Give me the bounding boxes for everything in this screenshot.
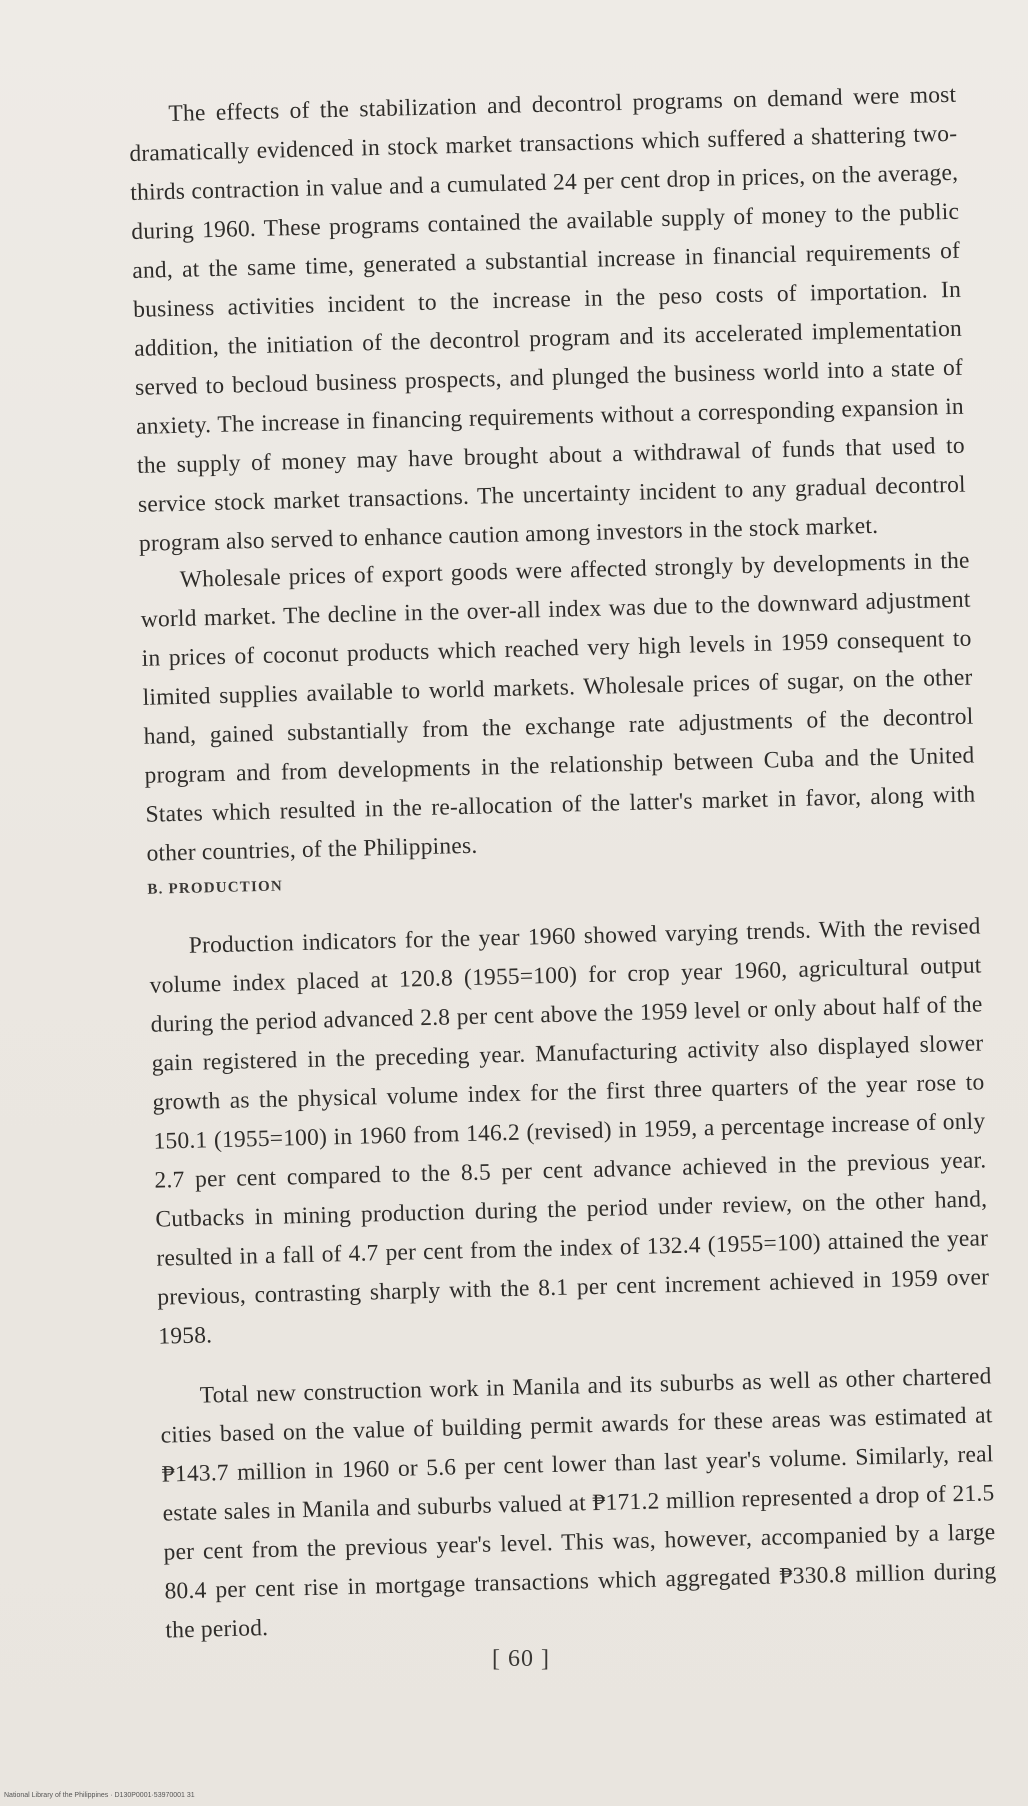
page-number: [ 60 ] bbox=[492, 1646, 550, 1672]
text-body bbox=[128, 76, 997, 1644]
footer-credit: National Library of the Philippines · D130P0001·53970001 31 bbox=[4, 1792, 195, 1799]
section-heading: B. PRODUCTION bbox=[147, 878, 284, 898]
paragraph-construction: Total new construction work in Manila and its suburbs as well as other chartered cities based on the value of building permit awards for these areas was estimated at ₱143.7 million in 1960 or 5.6 per cent lower than last year's volume. Similarly, real estate sales in Manila and suburbs valued at ₱171.2 million represented a drop of 21.5 per cent from the previous year's level. This was, however, accompanied by a large 80.4 per cent rise in mortgage transactions which aggregated ₱330.8 million during the period. bbox=[160, 1363, 997, 1644]
paragraph-stabilization-effects: The effects of the stabilization and decontrol programs on demand were most dramatically evidenced in stock market transactions which suffered a shattering two-thirds contraction in value and a cumulated 24 per cent drop in prices, on the average, during 1960. These programs contained the available supply of money to the public and, at the same time, generated a substantial increase in financial requirements of business activities incident to the increase in the peso costs of importation. In addition, the initiation of the decontrol program and its accelerated implementation served to becloud business prospects, and plunged the business world into a state of anxiety. The increase in financing requirements without a corresponding expansion in the supply of money may have brought about a withdrawal of funds that used to service stock market transactions. The uncertainty incident to any gradual decontrol program also served to enhance caution among investors in the stock market. bbox=[129, 81, 967, 557]
paragraph-production-indicators: Production indicators for the year 1960 showed varying trends. With the revised volume index placed at 120.8 (1955=100) for crop year 1960, agricultural output during the period advanced 2.8 per cent above the 1959 level or only about half of the gain registered in the preceding year. Manufacturing activity also displayed slower growth as the physical volume index for the first three quarters of the year rose to 150.1 (1955=100) in 1960 from 146.2 (revised) in 1959, a percentage increase of only 2.7 per cent compared to the 8.5 per cent advance achieved in the previous year. Cutbacks in mining production during the period under review, on the other hand, resulted in a fall of 4.7 per cent from the index of 132.4 (1955=100) attained the year previous, contrasting sharply with the 8.1 per cent increment achieved in 1959 over 1958. bbox=[149, 913, 990, 1350]
paragraph-wholesale-prices: Wholesale prices of export goods were affected strongly by developments in the world market. The decline in the over-all index was due to the downward adjustment in prices of coconut products which reached very high levels in 1959 consequent to limited supplies available to world markets. Wholesale prices of sugar, on the other hand, gained substantially from the exchange rate adjustments of the decontrol program and from developments in the relationship between Cuba and the United States which resulted in the re-allocation of the latter's market in favor, along with other countries, of the Philippines. bbox=[140, 547, 976, 867]
